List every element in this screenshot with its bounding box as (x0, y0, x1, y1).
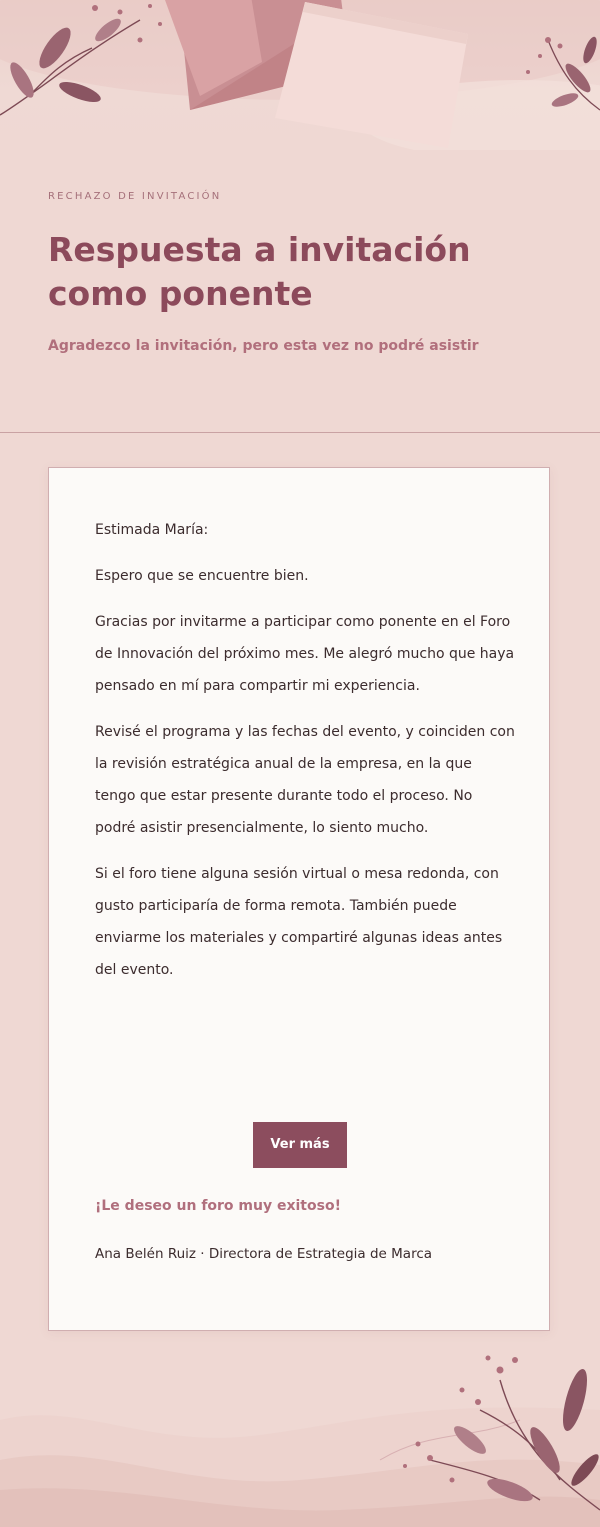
letter-signature: Ana Belén Ruiz · Directora de Estrategia de Marca (95, 1246, 433, 1262)
letter-greeting: Estimada María: (95, 522, 209, 538)
eyebrow-label: RECHAZO DE INVITACIÓN (48, 191, 222, 202)
page-title: Respuesta a invitación como ponente (48, 230, 471, 313)
letter-card (48, 467, 550, 1331)
page-subtitle: Agradezco la invitación, pero esta vez no podré asistir (48, 338, 479, 354)
letter-closing: ¡Le deseo un foro muy exitoso! (95, 1198, 341, 1214)
stationery-illustration (0, 0, 600, 150)
cta-container (49, 1122, 551, 1168)
letter-paragraph: Gracias por invitarme a participar como ponente en el Foro de Innovación del próximo mes. Me alegró mucho que haya pensado en mí para compartir mi experiencia. (95, 614, 515, 694)
bottom-decorative-banner (0, 1340, 600, 1527)
header-divider (0, 432, 600, 433)
top-decorative-banner (0, 0, 600, 150)
letter-paragraph: Revisé el programa y las fechas del evento, y coinciden con la revisión estratégica anual de la empresa, en la que tengo que estar presente durante todo el proceso. No podré asistir presencialmente, lo siento mucho. (95, 724, 515, 836)
letter-body (95, 514, 515, 1000)
letter-paragraph: Espero que se encuentre bien. (95, 568, 309, 584)
see-more-button[interactable]: Ver más (253, 1122, 347, 1168)
email-header (48, 190, 558, 356)
watercolor-illustration (0, 1340, 600, 1527)
letter-paragraph: Si el foro tiene alguna sesión virtual o mesa redonda, con gusto participaría de forma remota. También puede enviarme los materiales y compartiré algunas ideas antes del evento. (95, 866, 503, 978)
